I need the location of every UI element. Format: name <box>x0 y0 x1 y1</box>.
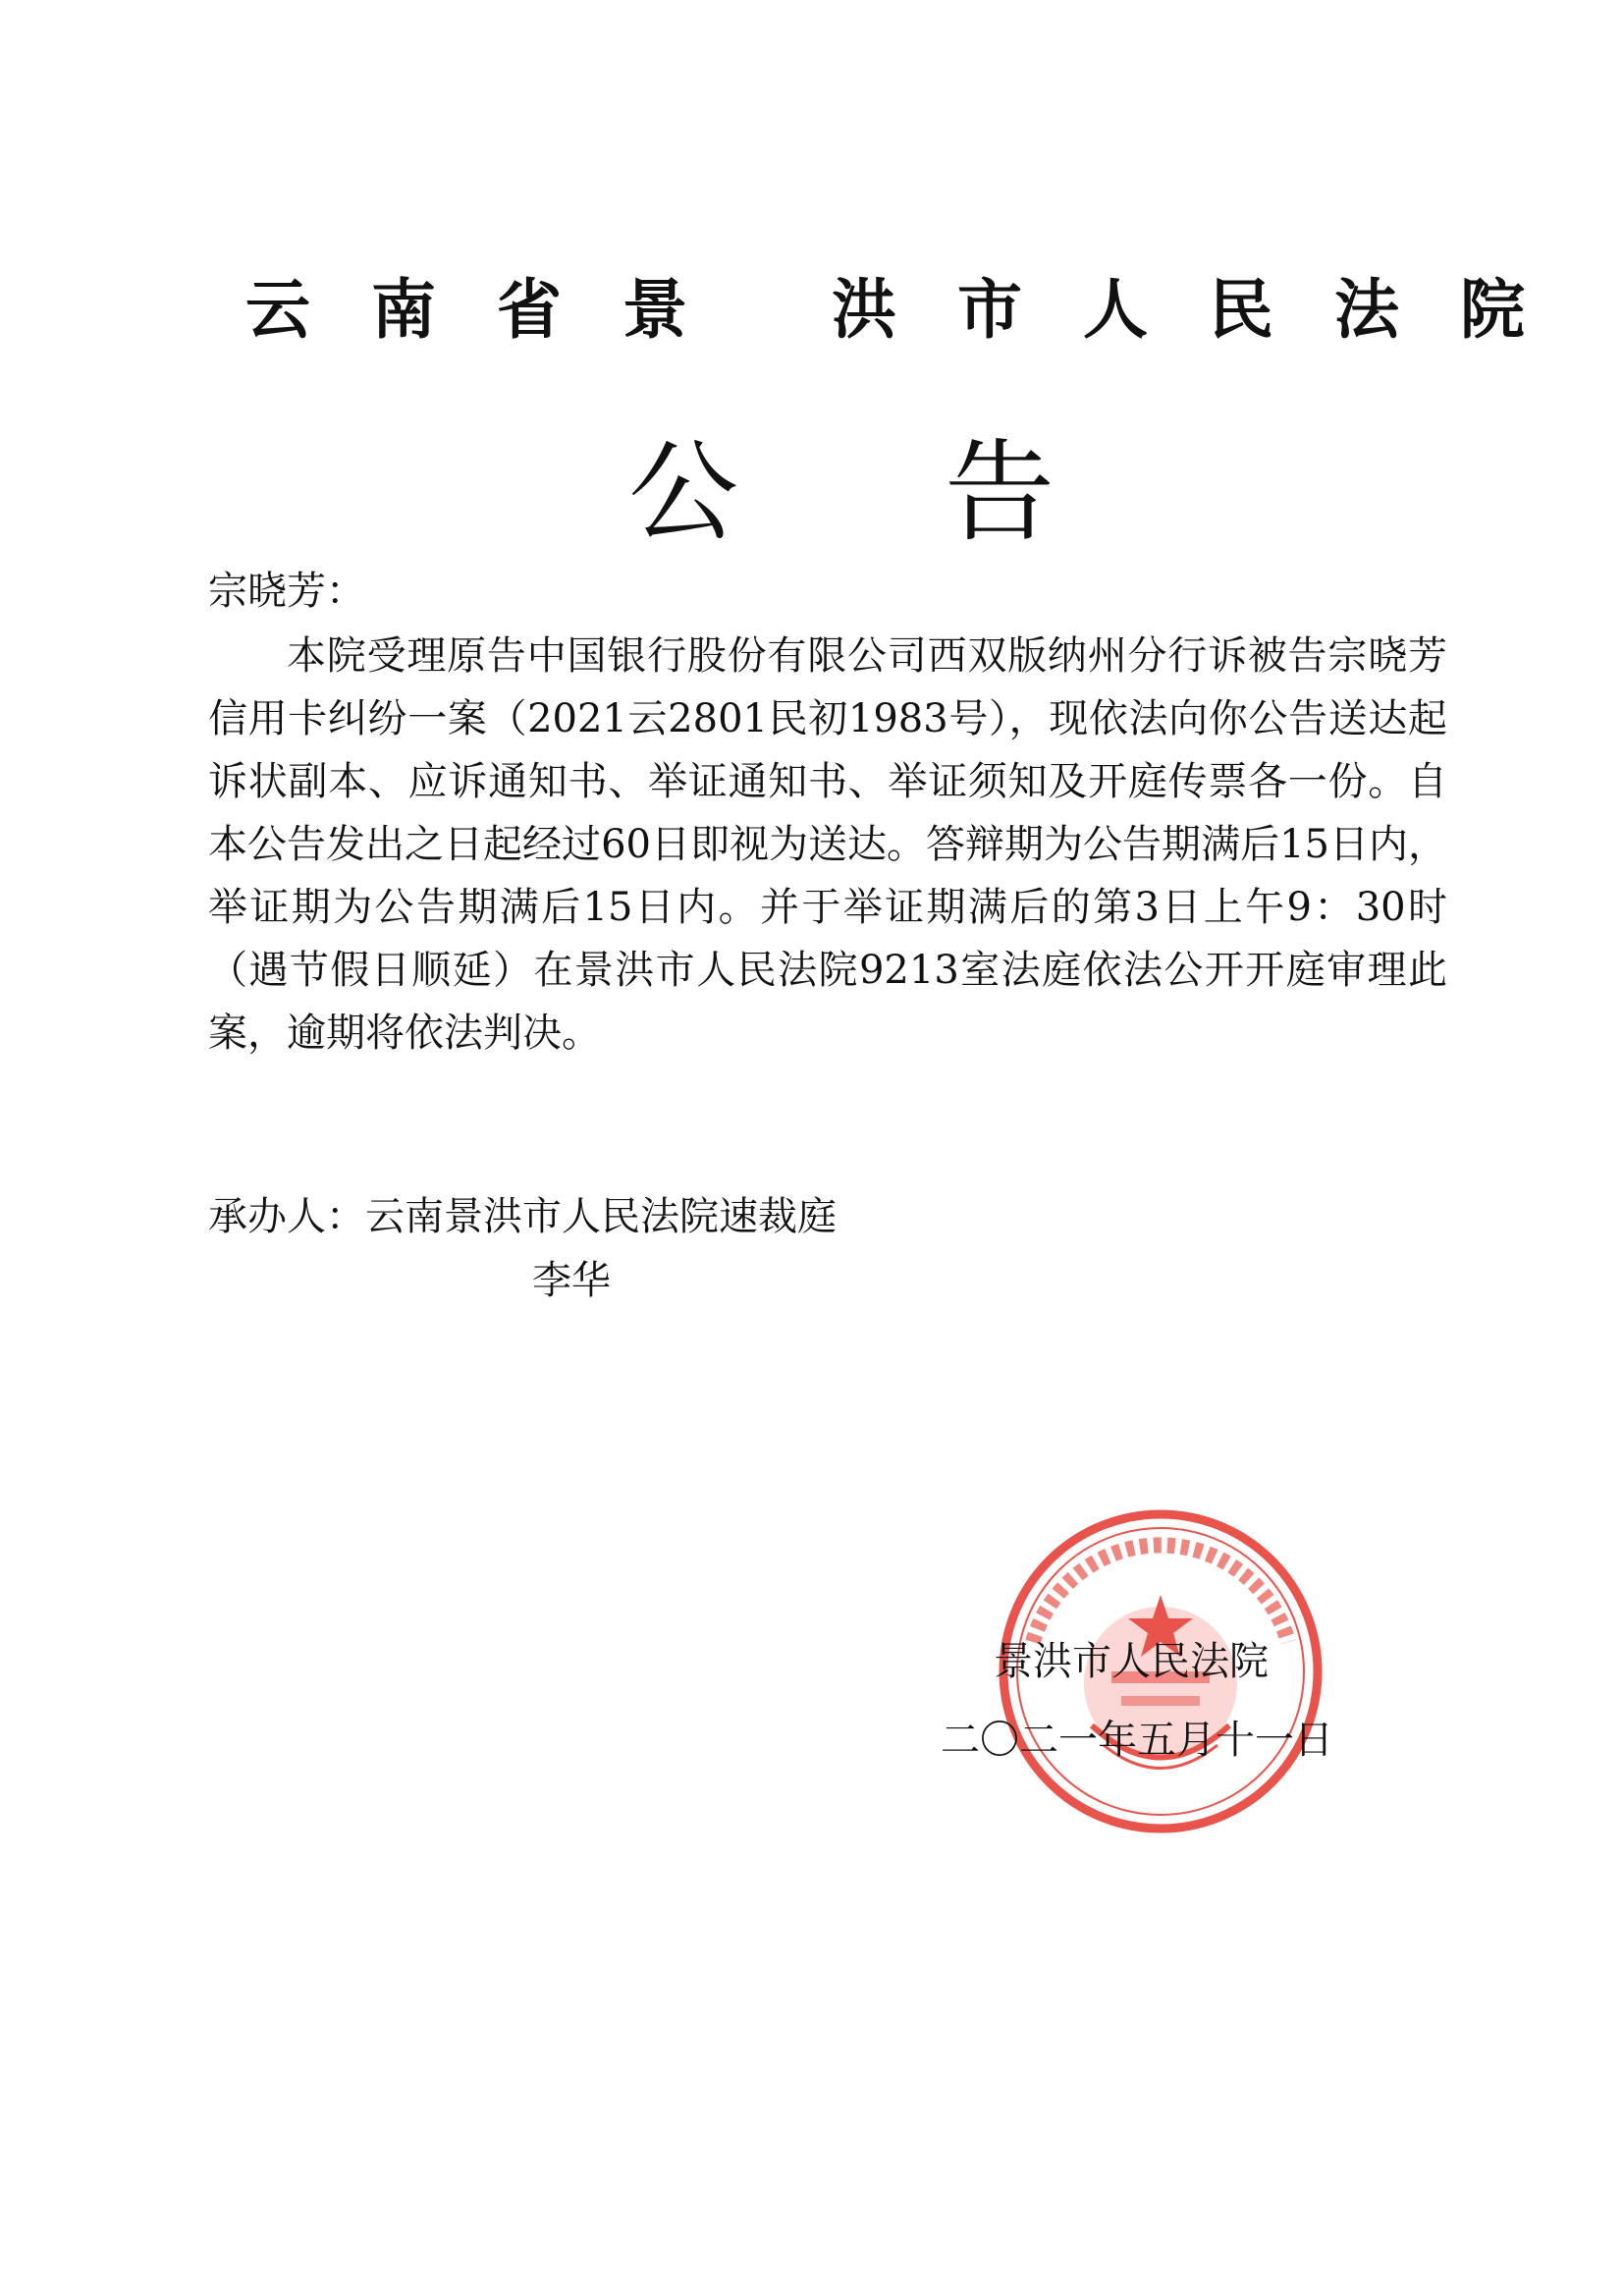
handler-name: 李华 <box>532 1258 611 1303</box>
signing-date: 二〇二一年五月十一日 <box>941 1718 1333 1763</box>
document-title: 公告 <box>628 429 1261 557</box>
court-title: 云南省景 洪市人民法院 <box>245 272 1586 348</box>
addressee: 宗晓芳： <box>208 569 365 614</box>
signing-court: 景洪市人民法院 <box>994 1639 1269 1684</box>
handler-line: 承办人：云南景洪市人民法院速裁庭 <box>208 1194 837 1239</box>
notice-body: 本院受理原告中国银行股份有限公司西双版纳州分行诉被告宗晓芳信用卡纠纷一案（2021云2801民初1983号），现依法向你公告送达起诉状副本、应诉通知书、举证通知书、举证须知及开庭传票各一份。自本公告发出之日起经过60日即视为送达。答辩期为公告期满后15日内，举证期为公告期满后15日内。并于举证期满后的第3日上午9：30时（遇节假日顺延）在景洪市人民法院9213室法庭依法公开开庭审理此案，逾期将依法判决。 <box>208 633 1447 1056</box>
